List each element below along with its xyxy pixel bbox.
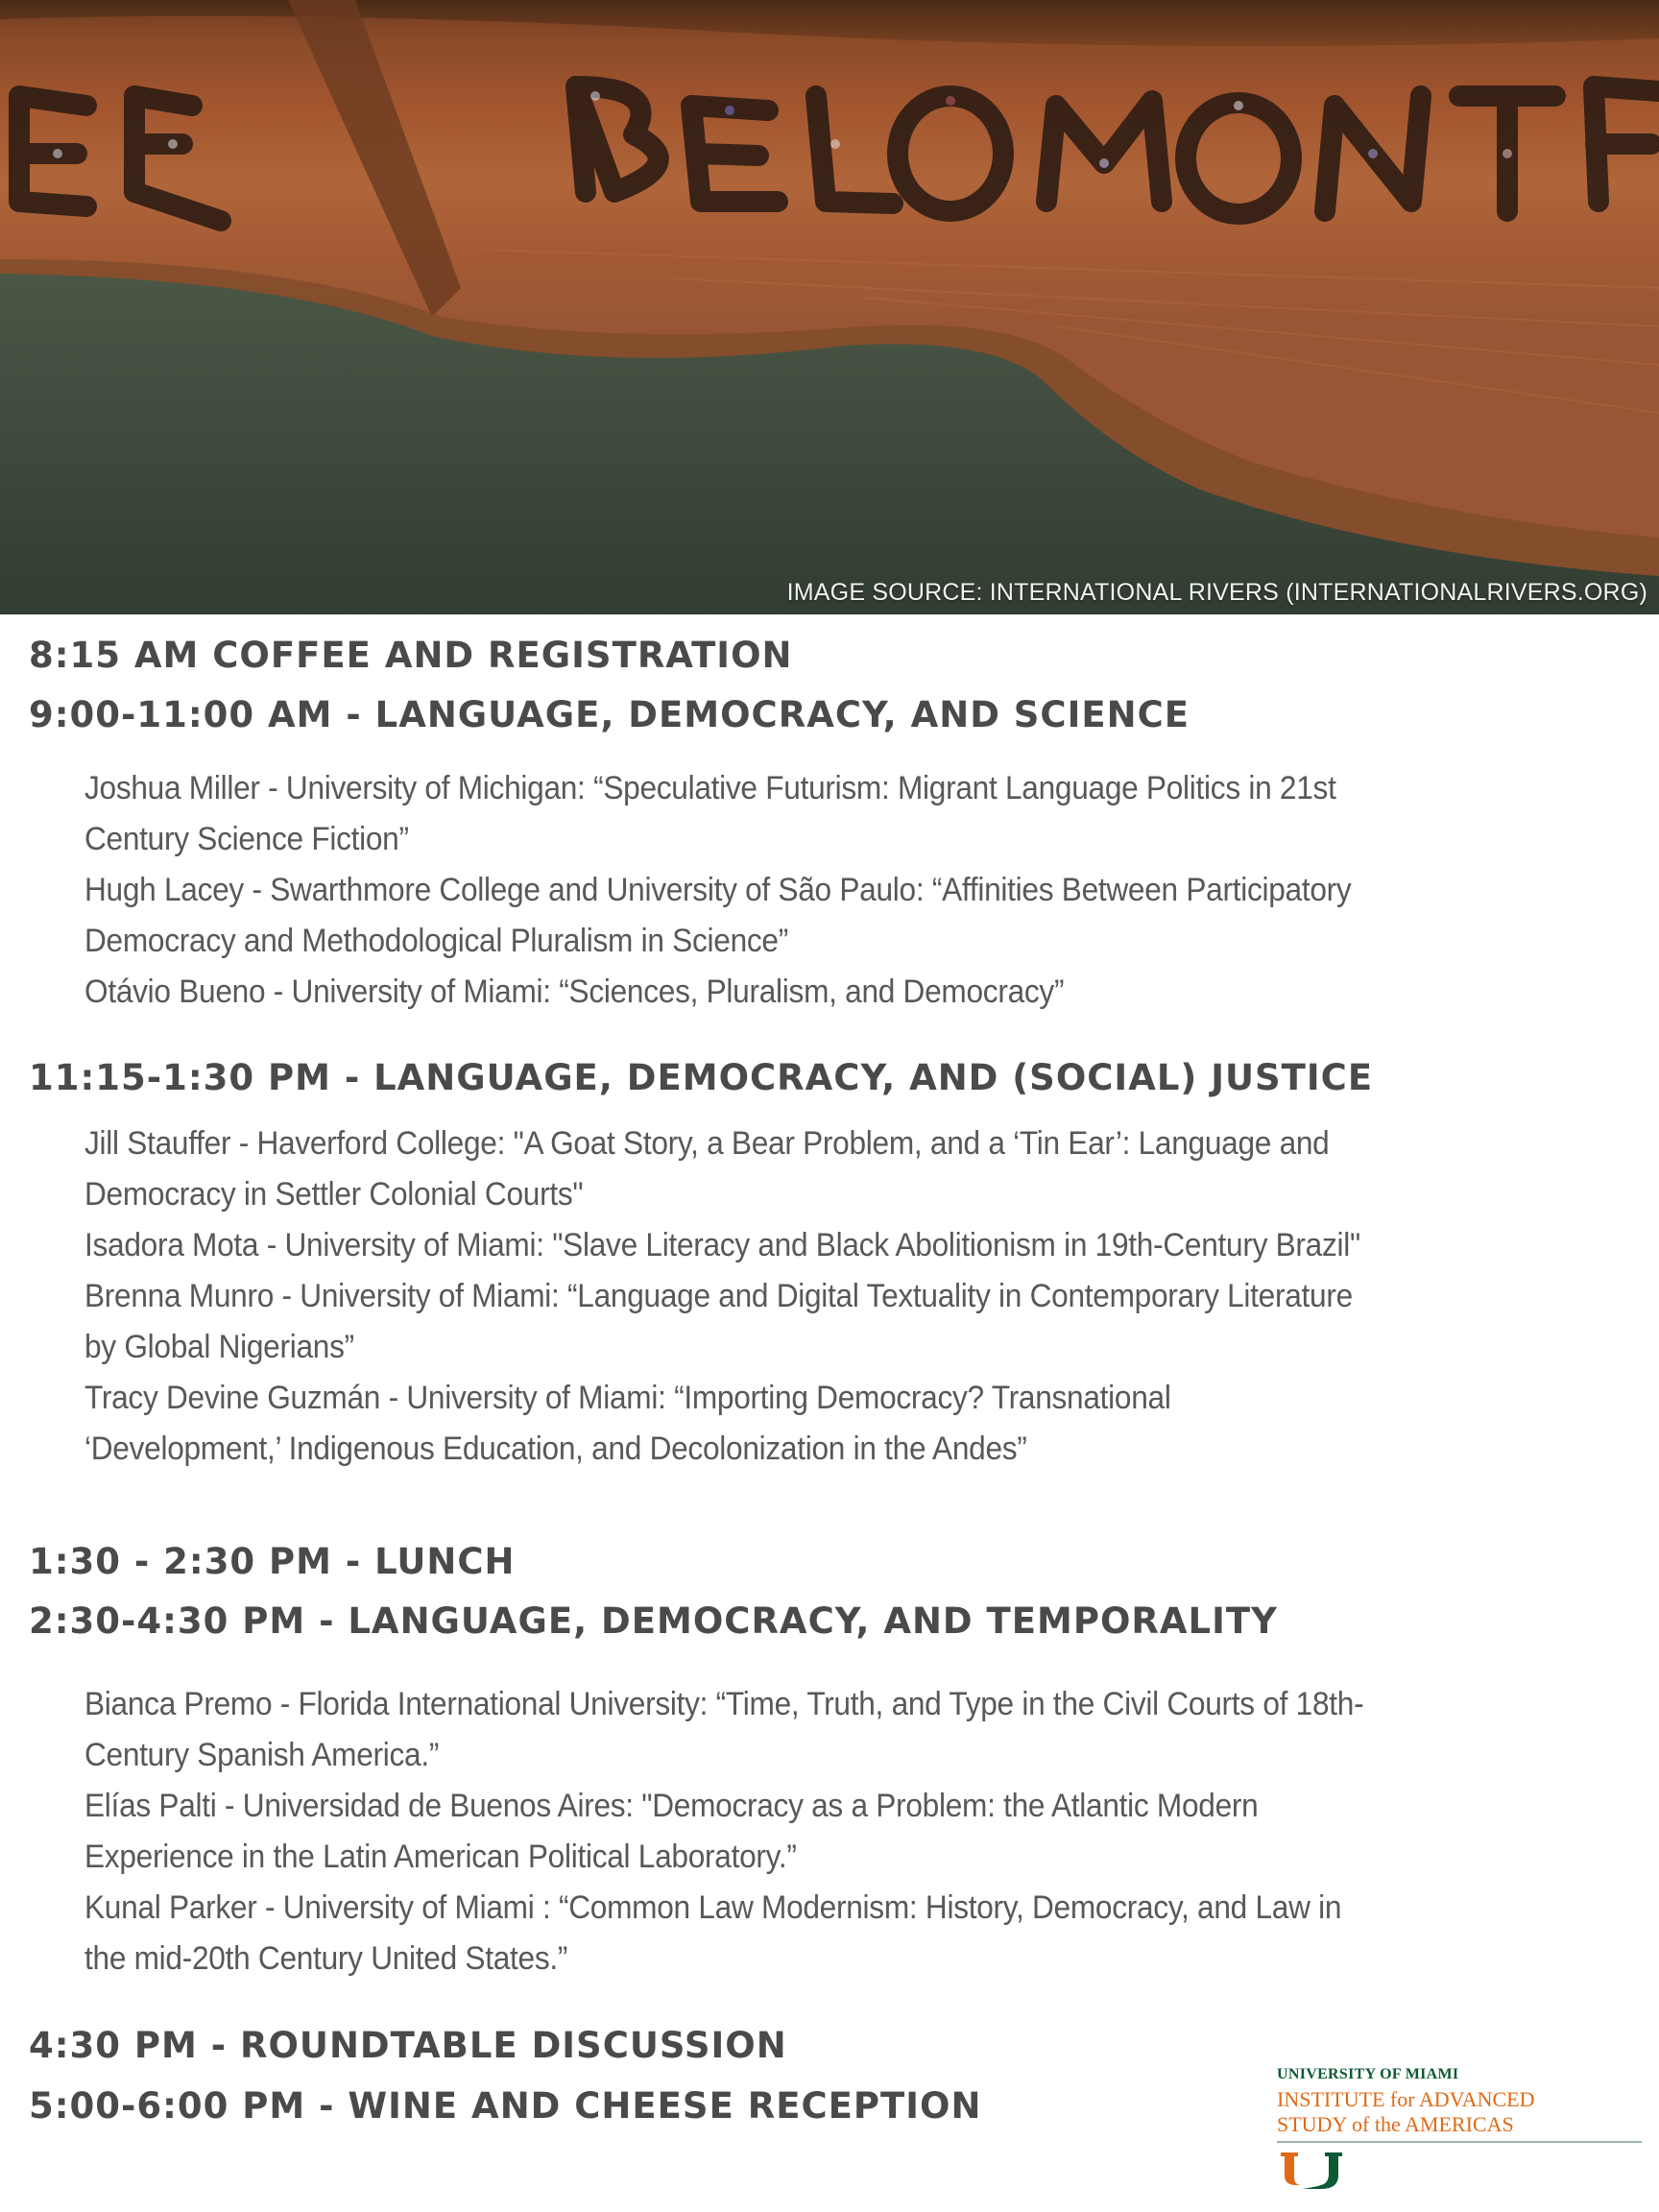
- talk-line: ‘Development,’ Indigenous Education, and Decolonization in the Andes”: [84, 1431, 1027, 1467]
- heading-roundtable: 4:30 PM - ROUNDTABLE DISCUSSION: [29, 2025, 787, 2066]
- talk-line: Bianca Premo - Florida International University: “Time, Truth, and Type in the Civil Courts of 18th-: [84, 1686, 1364, 1722]
- talk-line: Experience in the Latin American Political Laboratory.”: [84, 1839, 797, 1875]
- crowd-letters: [19, 86, 1659, 221]
- aerial-photo-illustration: [0, 0, 1659, 614]
- talk-line: Otávio Bueno - University of Miami: “Sciences, Pluralism, and Democracy”: [84, 974, 1065, 1010]
- talk-line: by Global Nigerians”: [84, 1329, 354, 1365]
- logo-divider: [1277, 2141, 1642, 2143]
- talk-line: Brenna Munro - University of Miami: “Language and Digital Textuality in Contemporary Literature: [84, 1278, 1353, 1314]
- talks-science: [84, 763, 1630, 1018]
- heading-session-temporality: 2:30-4:30 PM - LANGUAGE, DEMOCRACY, AND TEMPORALITY: [29, 1600, 1278, 1642]
- heading-reception: 5:00-6:00 PM - WINE AND CHEESE RECEPTION: [29, 2085, 982, 2127]
- logo-institute-line2: STUDY of the AMERICAS: [1277, 2112, 1514, 2136]
- logo-institute-line1: INSTITUTE for ADVANCED: [1277, 2087, 1535, 2111]
- logo-university: UNIVERSITY OF MIAMI: [1277, 2066, 1459, 2082]
- talks-justice: [84, 1118, 1630, 1475]
- talk-line: Elías Palti - Universidad de Buenos Aires: "Democracy as a Problem: the Atlantic Modern: [84, 1788, 1259, 1824]
- talk-line: Hugh Lacey - Swarthmore College and University of São Paulo: “Affinities Between Participatory: [84, 872, 1352, 908]
- talks-temporality: [84, 1679, 1630, 1984]
- talk-line: Kunal Parker - University of Miami : “Common Law Modernism: History, Democracy, and Law in: [84, 1889, 1342, 1926]
- talk-line: Century Spanish America.”: [84, 1737, 440, 1773]
- image-credit: IMAGE SOURCE: INTERNATIONAL RIVERS (INTERNATIONALRIVERS.ORG): [786, 579, 1647, 606]
- heading-session-justice: 11:15-1:30 PM - LANGUAGE, DEMOCRACY, AND (SOCIAL) JUSTICE: [29, 1057, 1374, 1098]
- talk-line: Democracy in Settler Colonial Courts": [84, 1176, 584, 1213]
- u-logo-icon: [1277, 2151, 1642, 2198]
- talk-line: Democracy and Methodological Pluralism in Science”: [84, 923, 788, 959]
- heading-session-science: 9:00-11:00 AM - LANGUAGE, DEMOCRACY, AND SCIENCE: [29, 694, 1190, 735]
- heading-lunch: 1:30 - 2:30 PM - LUNCH: [29, 1541, 516, 1582]
- talk-line: Century Science Fiction”: [84, 821, 409, 857]
- heading-coffee-registration: 8:15 AM COFFEE AND REGISTRATION: [29, 635, 793, 676]
- talk-line: Jill Stauffer - Haverford College: "A Goat Story, a Bear Problem, and a ‘Tin Ear’: Language and: [84, 1125, 1330, 1162]
- talk-line: Isadora Mota - University of Miami: "Slave Literacy and Black Abolitionism in 19th-Century Brazil": [84, 1227, 1360, 1263]
- hero-photo: [0, 0, 1659, 614]
- talk-line: Joshua Miller - University of Michigan: “Speculative Futurism: Migrant Language Politics in 21st: [84, 770, 1336, 806]
- talk-line: the mid-20th Century United States.”: [84, 1940, 568, 1977]
- institute-logo: [1277, 2066, 1642, 2200]
- talk-line: Tracy Devine Guzmán - University of Miami: “Importing Democracy? Transnational: [84, 1380, 1171, 1416]
- water-area: [0, 274, 1659, 614]
